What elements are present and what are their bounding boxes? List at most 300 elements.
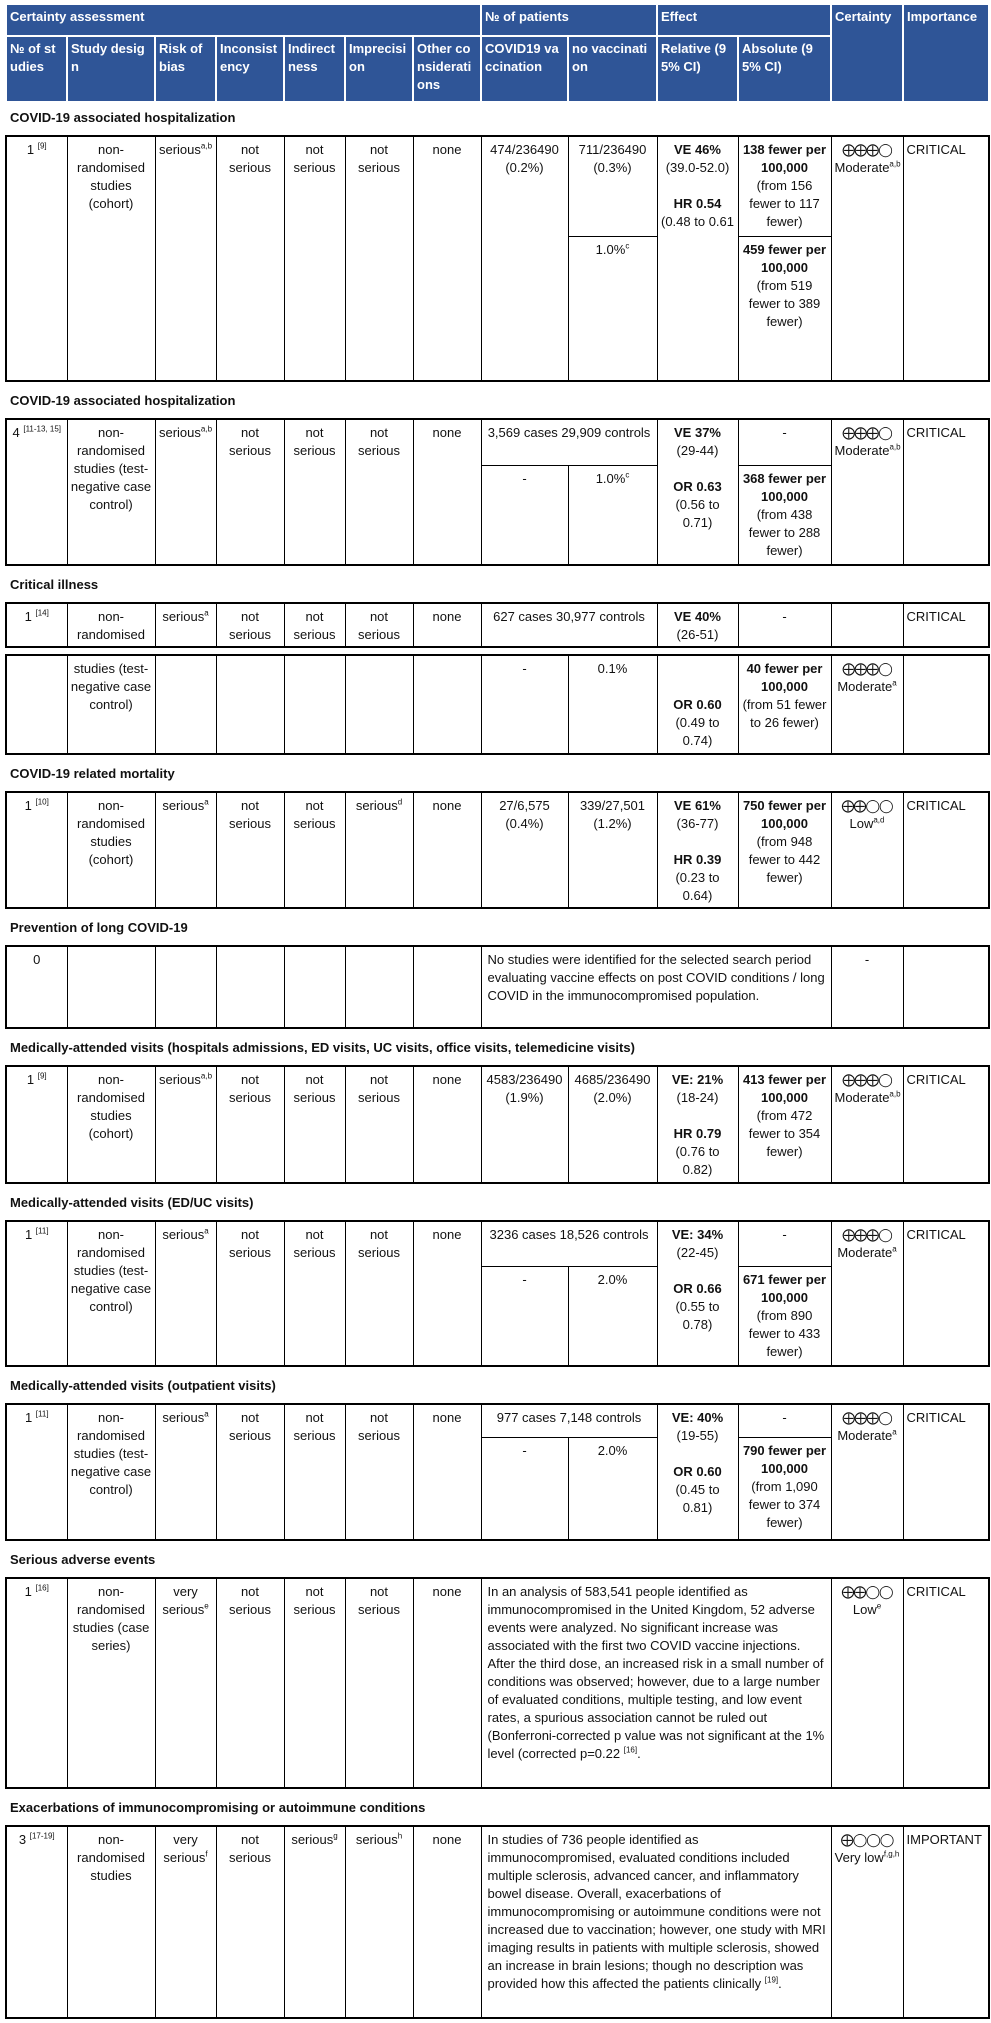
cell-text: No studies were identified for the selected search period evaluating vaccine effects on post COVID conditions / long COVID in the immunocompromised population.	[487, 952, 825, 1003]
footnote-marker: a,b	[889, 159, 901, 169]
cell-text: none	[432, 142, 462, 157]
cell-text: 1	[24, 1410, 33, 1425]
unvaccinated-patients-cell	[568, 792, 657, 908]
cell-text: not serious	[229, 1227, 271, 1260]
bold-value: HR 0.39	[673, 852, 722, 867]
indirectness-cell	[284, 419, 345, 565]
cell-text: 1	[24, 1227, 33, 1242]
cell-text: CRITICAL	[906, 1584, 966, 1599]
cell-text: not serious	[358, 1584, 400, 1617]
bold-value: VE: 21%	[671, 1072, 724, 1087]
cell-text: serious	[162, 798, 205, 813]
cell-text: Low	[852, 1602, 877, 1617]
reference-marker: [9]	[37, 1071, 47, 1081]
cell-text: not serious	[229, 609, 271, 642]
study-design-cell	[67, 419, 155, 565]
bold-value: VE: 40%	[671, 1410, 724, 1425]
cell-text: -	[782, 1410, 787, 1425]
header-risk-of-bias: Risk of bias	[155, 36, 216, 102]
outcome-section	[5, 759, 988, 909]
outcome-title: COVID-19 related mortality	[10, 766, 175, 781]
cell-text: 1	[26, 142, 35, 157]
header-imprecision: Imprecision	[345, 36, 413, 102]
reference-marker: [11]	[35, 1409, 49, 1419]
cell-text: serious	[355, 1832, 398, 1847]
cell-text: non-randomised studies (test-negative case control)	[70, 1410, 152, 1497]
imprecision-cell	[345, 603, 413, 647]
bold-value: 459 fewer per 100,000	[742, 241, 827, 275]
absolute-effect-cell	[738, 1221, 831, 1266]
outcome-section	[5, 913, 988, 1029]
cell-text: serious	[162, 1410, 205, 1425]
absolute-effect-cell	[738, 465, 831, 565]
footnote-marker: f	[205, 1849, 208, 1859]
cell-text: non-randomised studies (test-negative case control)	[70, 425, 152, 512]
outcome-section	[5, 386, 988, 566]
cell-text: not serious	[229, 425, 271, 458]
cell-text: very serious	[162, 1584, 205, 1617]
table-row	[6, 946, 989, 1028]
cell-text: 4	[12, 425, 20, 440]
evidence-summary-cell	[481, 1578, 831, 1788]
risk-of-bias-cell	[155, 1221, 216, 1366]
evidence-table	[5, 1825, 990, 2019]
studies-count-cell	[6, 1578, 67, 1788]
cell-text: In studies of 736 people identified as immunocompromised, evaluated conditions included multiple sclerosis, advanced cancer, and inflammatory bowel disease. Overall, exacerbations of immunocompromising or autoimmune conditions were not increased due to vaccination; however, one study with MRI imaging results in patients with multiple sclerosis, showed an increase in brain lesions; though no description was provided how this affected the patients clinically	[487, 1832, 826, 1991]
studies-count-cell	[6, 419, 67, 565]
cell-text: .	[637, 1746, 641, 1761]
table-header	[5, 3, 990, 103]
studies-count-cell	[6, 136, 67, 381]
other-considerations-cell	[413, 792, 481, 908]
header-other-considerations: Other considerations	[413, 36, 481, 102]
cell-text: non-randomised studies	[77, 1832, 145, 1883]
other-considerations-cell	[413, 1066, 481, 1183]
cell-text: Moderate	[837, 1245, 893, 1260]
certainty-cell	[831, 1221, 903, 1366]
cell-text: Low	[849, 816, 874, 831]
cell-text: Moderate	[834, 1090, 890, 1105]
outcome-title: Serious adverse events	[10, 1552, 156, 1567]
cell-text: none	[432, 1227, 462, 1242]
reference-marker: [10]	[35, 797, 49, 807]
cell-text: (from 890 fewer to 433 fewer)	[748, 1307, 821, 1359]
study-design-cell	[67, 946, 155, 1028]
evidence-table	[5, 602, 990, 648]
certainty-cell	[831, 136, 903, 381]
inconsistency-cell	[216, 603, 284, 647]
footnote-marker: a	[892, 678, 897, 688]
study-design-cell	[67, 1066, 155, 1183]
importance-cell	[903, 655, 989, 754]
bold-value: VE: 34%	[671, 1227, 724, 1242]
cell-text: -	[864, 952, 870, 967]
cell-text: (0.76 to 0.82)	[675, 1144, 720, 1177]
indirectness-cell	[284, 1826, 345, 2018]
baseline-risk-cell	[568, 465, 657, 565]
absolute-effect-cell	[738, 603, 831, 647]
bold-value: 413 fewer per 100,000	[742, 1072, 827, 1105]
cell-text: serious	[158, 142, 201, 157]
cell-text: Moderate	[834, 443, 890, 458]
header-study-design: Study design	[67, 36, 155, 102]
footnote-marker: a,d	[873, 815, 885, 825]
studies-count-cell	[6, 1066, 67, 1183]
study-design-cell	[67, 136, 155, 381]
table-row	[6, 419, 989, 465]
cell-text: none	[432, 798, 462, 813]
footnote-marker: a	[204, 1409, 209, 1419]
header-inconsistency: Inconsistency	[216, 36, 284, 102]
indirectness-cell	[284, 1404, 345, 1540]
bold-value: 138 fewer per 100,000	[742, 142, 827, 175]
studies-count-cell	[6, 603, 67, 647]
header-number-of-patients: № of patients	[481, 4, 657, 36]
cell-text: 1	[26, 1072, 35, 1087]
other-considerations-cell	[413, 603, 481, 647]
evidence-table	[5, 1065, 990, 1184]
cell-text: serious	[162, 1227, 205, 1242]
certainty-cell	[831, 1404, 903, 1540]
cell-text: 1	[24, 609, 32, 624]
footnote-marker: c	[625, 241, 630, 251]
absolute-effect-cell	[738, 1066, 831, 1183]
absolute-effect-cell	[738, 136, 831, 236]
indirectness-cell	[284, 946, 345, 1028]
reference-marker: [11-13, 15]	[23, 424, 61, 434]
risk-of-bias-cell	[155, 1404, 216, 1540]
header-importance: Importance	[903, 4, 989, 102]
cell-text: not serious	[229, 1832, 271, 1865]
other-considerations-cell	[413, 1578, 481, 1788]
cell-text: 474/236490 (0.2%)	[490, 142, 559, 175]
absolute-effect-cell	[738, 1404, 831, 1437]
cell-text: not serious	[293, 609, 336, 642]
cell-text: (39.0-52.0)	[665, 160, 730, 175]
indirectness-cell	[284, 1221, 345, 1366]
vaccinated-patients-cell	[481, 1437, 568, 1540]
cell-text: (from 519 fewer to 389 fewer)	[748, 277, 821, 329]
other-considerations-cell	[413, 946, 481, 1028]
studies-count-cell	[6, 655, 67, 754]
imprecision-cell	[345, 1066, 413, 1183]
cell-text: not serious	[293, 142, 336, 175]
bold-value: VE 61%	[674, 798, 721, 813]
importance-cell	[903, 946, 989, 1028]
certainty-rating-icon: ⨁⨁◯◯	[841, 1584, 893, 1599]
header-certainty: Certainty	[831, 4, 903, 102]
relative-effect-cell	[657, 1404, 738, 1540]
cell-text: (26-51)	[676, 627, 719, 642]
vaccinated-patients-cell	[481, 792, 568, 908]
table-row	[6, 655, 989, 754]
cell-text: 0	[33, 952, 41, 967]
evidence-table	[5, 791, 990, 909]
cell-text: 0.1%	[597, 661, 628, 676]
reference-marker: [16]	[623, 1745, 638, 1755]
cell-text: In an analysis of 583,541 people identified as immunocompromised in the United Kingdom, 52 adverse events were analyzed. No significant increase was associated with the first two COVID vaccine injections. After the third dose, an increased risk in a small number of conditions was observed; however, due to a large number of evaluated conditions, multiple testing, and low event rates, a spurious association cannot be ruled out (Bonferroni-corrected p value was not significant at the 1% level (corrected p=0.22	[487, 1584, 825, 1761]
importance-cell	[903, 603, 989, 647]
header-effect: Effect	[657, 4, 831, 36]
cell-text: 977 cases 7,148 controls	[496, 1410, 642, 1425]
risk-of-bias-cell	[155, 655, 216, 754]
certainty-cell	[831, 419, 903, 565]
certainty-rating-icon: ⨁⨁⨁◯	[842, 661, 892, 676]
indirectness-cell	[284, 603, 345, 647]
cell-text: -	[782, 609, 787, 624]
study-design-cell	[67, 792, 155, 908]
relative-effect-cell	[657, 419, 738, 565]
baseline-risk-cell	[568, 1437, 657, 1540]
patients-cases-controls-cell	[481, 1221, 657, 1266]
studies-count-cell	[6, 1404, 67, 1540]
cell-text: not serious	[229, 1072, 271, 1105]
other-considerations-cell	[413, 655, 481, 754]
footnote-marker: a	[892, 1427, 897, 1437]
cell-text: Moderate	[837, 1428, 893, 1443]
relative-effect-cell	[657, 1066, 738, 1183]
cell-text: Moderate	[837, 679, 893, 694]
relative-effect-cell	[657, 655, 738, 754]
cell-text: not serious	[229, 142, 271, 175]
header-no-vaccination: no vaccination	[568, 36, 657, 102]
certainty-rating-icon: ⨁⨁◯◯	[841, 798, 893, 813]
bold-value: VE 37%	[674, 425, 721, 440]
cell-text: 1.0%	[595, 241, 626, 257]
header-relative-effect: Relative (95% CI)	[657, 36, 738, 102]
unvaccinated-patients-cell	[568, 136, 657, 236]
outcome-section	[5, 1033, 988, 1184]
cell-text: 1	[24, 1584, 32, 1599]
cell-text: non-randomised studies (cohort)	[77, 1072, 145, 1141]
header-certainty-assessment: Certainty assessment	[6, 4, 481, 36]
risk-of-bias-cell	[155, 792, 216, 908]
inconsistency-cell	[216, 1221, 284, 1366]
study-design-cell	[67, 1404, 155, 1540]
cell-text: (0.56 to 0.71)	[675, 497, 720, 530]
inconsistency-cell	[216, 946, 284, 1028]
outcome-title: Critical illness	[10, 577, 99, 592]
importance-cell	[903, 136, 989, 381]
vaccinated-patients-cell	[481, 1266, 568, 1366]
importance-cell	[903, 1404, 989, 1540]
cell-text: Very low	[834, 1850, 884, 1865]
footnote-marker: g	[333, 1831, 338, 1841]
study-design-cell	[67, 603, 155, 647]
evidence-table	[5, 654, 990, 755]
absolute-effect-cell	[738, 1437, 831, 1540]
cell-text: Moderate	[834, 160, 890, 175]
cell-text: -	[522, 1442, 527, 1458]
cell-text: 1.0%	[595, 470, 626, 486]
cell-text: -	[522, 1271, 527, 1287]
absolute-effect-cell	[738, 236, 831, 381]
cell-text: (0.45 to 0.81)	[675, 1482, 720, 1515]
inconsistency-cell	[216, 136, 284, 381]
risk-of-bias-cell	[155, 136, 216, 381]
cell-text: not serious	[293, 1584, 336, 1617]
cell-text: not serious	[293, 1227, 336, 1260]
imprecision-cell	[345, 1221, 413, 1366]
imprecision-cell	[345, 1578, 413, 1788]
cell-text: not serious	[229, 798, 271, 831]
cell-text: non-randomised studies (case series)	[72, 1584, 150, 1653]
risk-of-bias-cell	[155, 1066, 216, 1183]
cell-text: none	[432, 609, 462, 624]
cell-text: non-randomised studies (cohort)	[77, 798, 145, 867]
cell-text: 4685/236490 (2.0%)	[574, 1072, 651, 1105]
other-considerations-cell	[413, 419, 481, 565]
certainty-rating-icon: ⨁◯◯◯	[840, 1832, 894, 1847]
cell-text: CRITICAL	[906, 609, 966, 624]
outcome-section	[5, 570, 988, 755]
cell-text: studies (test-negative case control)	[70, 661, 152, 712]
cell-text: CRITICAL	[906, 1072, 966, 1087]
unvaccinated-patients-cell	[568, 1066, 657, 1183]
inconsistency-cell	[216, 1578, 284, 1788]
table-row	[6, 1221, 989, 1266]
outcome-section	[5, 1545, 988, 1789]
footnote-marker: d	[397, 797, 403, 807]
imprecision-cell	[345, 792, 413, 908]
other-considerations-cell	[413, 1826, 481, 2018]
cell-text: (0.49 to 0.74)	[675, 715, 720, 748]
bold-value: VE 40%	[674, 609, 721, 624]
cell-text: not serious	[358, 142, 400, 175]
cell-text: serious	[158, 1072, 201, 1087]
cell-text: not serious	[293, 1410, 336, 1443]
cell-text: -	[522, 470, 527, 486]
footnote-marker: a,b	[200, 424, 213, 434]
indirectness-cell	[284, 136, 345, 381]
cell-text: CRITICAL	[906, 425, 966, 440]
bold-value: OR 0.63	[673, 479, 722, 494]
absolute-effect-cell	[738, 419, 831, 465]
patients-cases-controls-cell	[481, 419, 657, 465]
cell-text: not serious	[358, 1227, 400, 1260]
certainty-rating-icon: ⨁⨁⨁◯	[842, 425, 892, 440]
footnote-marker: a,b	[200, 141, 213, 151]
vaccinated-patients-cell	[481, 655, 568, 754]
cell-text: very serious	[163, 1832, 206, 1865]
outcome-section	[5, 1793, 988, 2019]
indirectness-cell	[284, 655, 345, 754]
certainty-cell	[831, 1578, 903, 1788]
evidence-summary-cell	[481, 946, 831, 1028]
evidence-table	[5, 418, 990, 566]
cell-text: (36-77)	[676, 816, 719, 831]
studies-count-cell	[6, 792, 67, 908]
cell-text: not serious	[293, 425, 336, 458]
certainty-rating-icon: ⨁⨁⨁◯	[842, 1072, 892, 1087]
importance-cell	[903, 1578, 989, 1788]
risk-of-bias-cell	[155, 1578, 216, 1788]
cell-text: (0.48 to 0.61	[661, 214, 734, 229]
baseline-risk-cell	[568, 1266, 657, 1366]
outcome-title: Medically-attended visits (hospitals admissions, ED visits, UC visits, office visits, telemedicine visits)	[10, 1040, 635, 1055]
cell-text: not serious	[229, 1584, 271, 1617]
footnote-marker: e	[204, 1601, 209, 1611]
certainty-cell	[831, 1826, 903, 2018]
importance-cell	[903, 1221, 989, 1366]
study-design-cell	[67, 655, 155, 754]
bold-value: 368 fewer per 100,000	[742, 470, 827, 504]
risk-of-bias-cell	[155, 946, 216, 1028]
table-row	[6, 1578, 989, 1788]
evidence-table	[5, 945, 990, 1029]
cell-text: .	[778, 1976, 782, 1991]
cell-text: non-randomised studies (cohort)	[77, 142, 145, 211]
imprecision-cell	[345, 946, 413, 1028]
risk-of-bias-cell	[155, 1826, 216, 2018]
table-row	[6, 1066, 989, 1183]
cell-text: CRITICAL	[906, 1410, 966, 1425]
imprecision-cell	[345, 419, 413, 565]
reference-marker: [17-19]	[29, 1831, 55, 1841]
cell-text: 27/6,575 (0.4%)	[499, 798, 550, 831]
cell-text: CRITICAL	[906, 1227, 966, 1242]
cell-text: 3	[18, 1832, 27, 1847]
imprecision-cell	[345, 1826, 413, 2018]
certainty-cell	[831, 946, 903, 1028]
bold-value: 671 fewer per 100,000	[742, 1271, 827, 1305]
cell-text: (from 156 fewer to 117 fewer)	[749, 178, 820, 229]
unvaccinated-patients-cell	[568, 655, 657, 754]
footnote-marker: f,g,h	[883, 1849, 900, 1859]
cell-text: (from 948 fewer to 442 fewer)	[748, 834, 821, 885]
cell-text: serious	[158, 425, 201, 440]
evidence-table	[5, 1403, 990, 1541]
header-covid19-vaccination: COVID19 vaccination	[481, 36, 568, 102]
vaccinated-patients-cell	[481, 136, 568, 381]
cell-text: 2.0%	[597, 1442, 628, 1458]
cell-text: not serious	[358, 609, 400, 642]
cell-text: 2.0%	[597, 1271, 628, 1287]
imprecision-cell	[345, 136, 413, 381]
outcome-title: Medically-attended visits (outpatient visits)	[10, 1378, 276, 1393]
cell-text: 339/27,501 (1.2%)	[579, 798, 646, 831]
cell-text: not serious	[358, 425, 400, 458]
importance-cell	[903, 1066, 989, 1183]
other-considerations-cell	[413, 136, 481, 381]
cell-text: CRITICAL	[906, 798, 966, 813]
footnote-marker: h	[397, 1831, 403, 1841]
inconsistency-cell	[216, 792, 284, 908]
cell-text: non-randomised	[77, 609, 145, 642]
outcome-section	[5, 103, 988, 382]
cell-text: 3236 cases 18,526 controls	[489, 1227, 649, 1242]
cell-text: not serious	[229, 1410, 271, 1443]
cell-text: (0.55 to 0.78)	[675, 1299, 720, 1332]
certainty-cell	[831, 792, 903, 908]
outcome-title: COVID-19 associated hospitalization	[10, 110, 236, 125]
certainty-cell	[831, 655, 903, 754]
bold-value: 750 fewer per 100,000	[742, 798, 827, 831]
outcome-section	[5, 1188, 988, 1367]
importance-cell	[903, 792, 989, 908]
imprecision-cell	[345, 1404, 413, 1540]
inconsistency-cell	[216, 1826, 284, 2018]
reference-marker: [11]	[35, 1226, 49, 1236]
bold-value: HR 0.79	[673, 1126, 722, 1141]
inconsistency-cell	[216, 419, 284, 565]
cell-text: none	[432, 1072, 462, 1087]
cell-text: non-randomised studies (test-negative case control)	[70, 1227, 152, 1314]
header-studies-count: № of studies	[6, 36, 67, 102]
reference-marker: [14]	[35, 608, 49, 618]
patients-cases-controls-cell	[481, 603, 657, 647]
absolute-effect-cell	[738, 655, 831, 754]
